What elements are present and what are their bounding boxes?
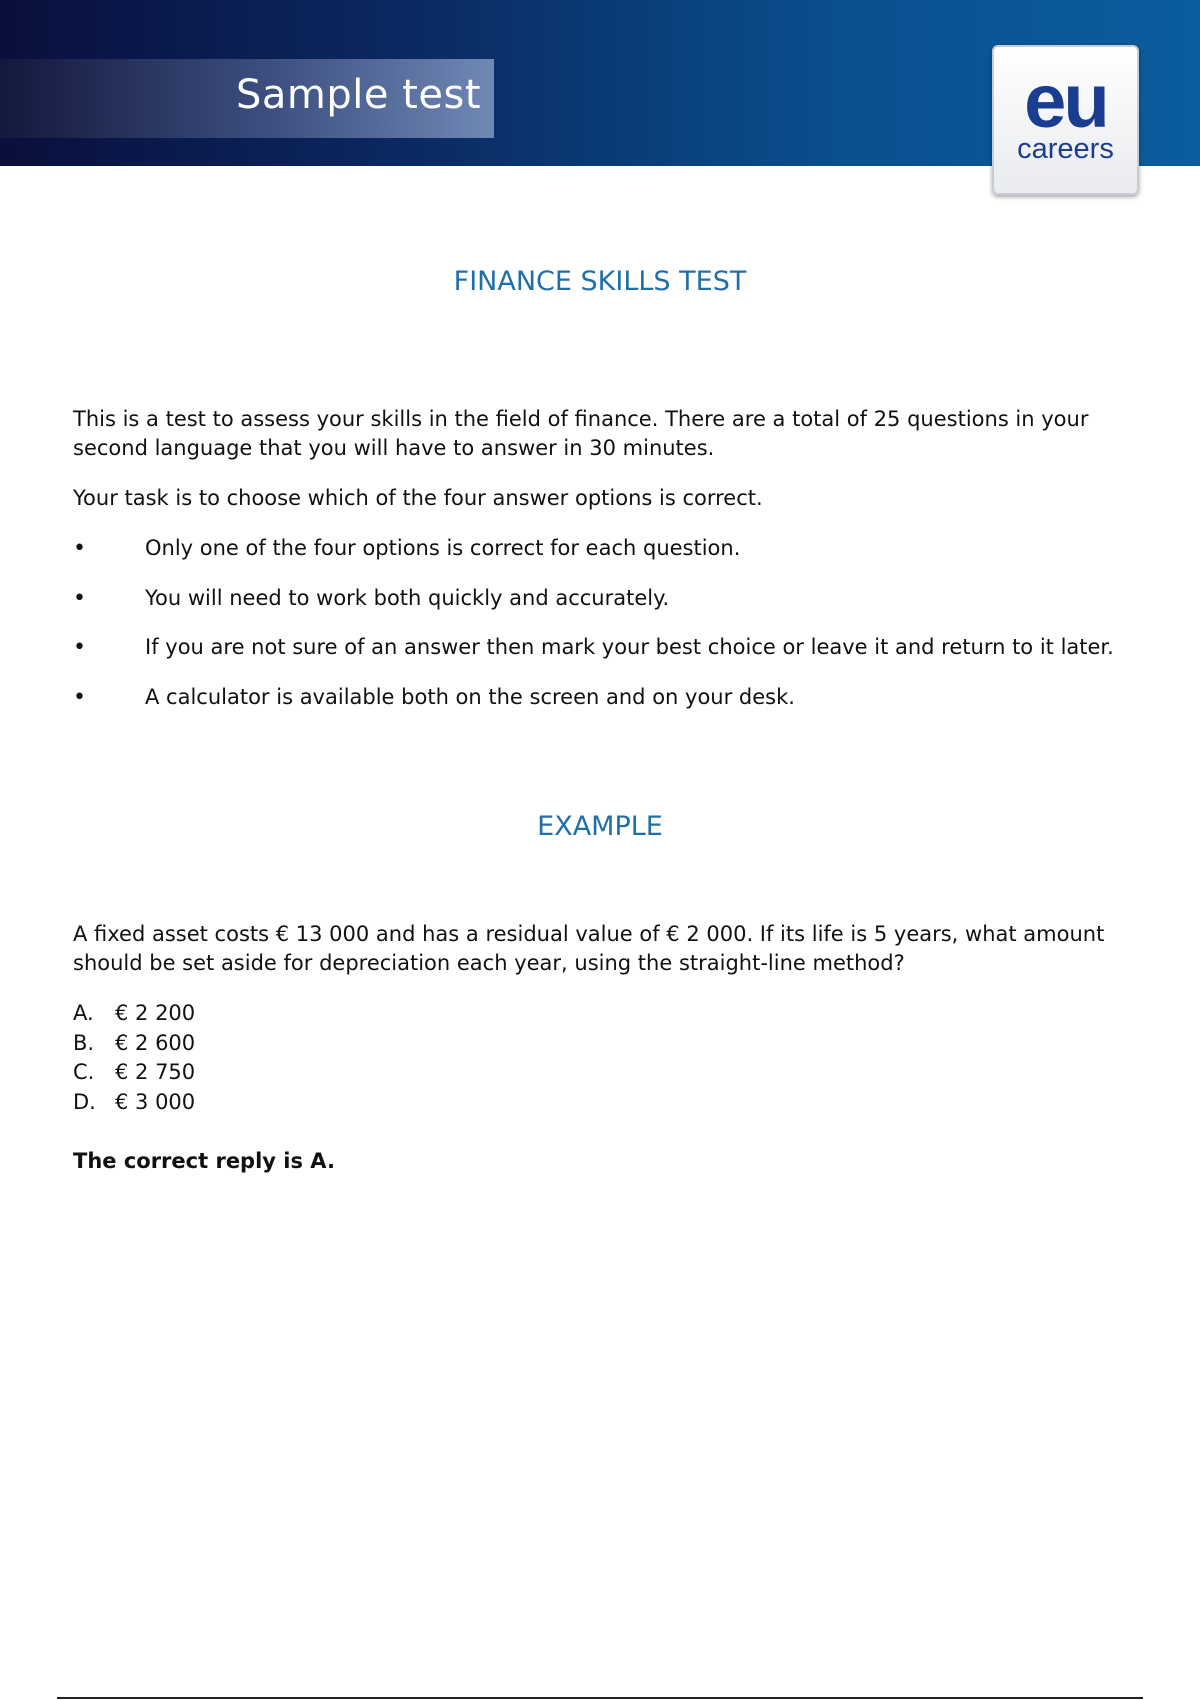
bullet-dot-icon: • bbox=[73, 536, 86, 561]
bullet-dot-icon: • bbox=[73, 586, 86, 611]
bullet-text: A calculator is available both on the screen and on your desk. bbox=[145, 685, 795, 709]
option-letter: C. bbox=[73, 1060, 95, 1084]
example-heading: EXAMPLE bbox=[537, 811, 663, 842]
logo-eu-text: eu bbox=[1024, 59, 1107, 144]
option-letter: D. bbox=[73, 1090, 96, 1114]
intro-paragraph: This is a test to assess your skills in the field of finance. There are a total of 25 questions in your second language that you will have to answer in 30 minutes. bbox=[73, 407, 1089, 460]
bullet-text: Only one of the four options is correct for each question. bbox=[145, 536, 741, 560]
option-letter: A. bbox=[73, 1001, 94, 1025]
example-question: A fixed asset costs € 13 000 and has a residual value of € 2 000. If its life is 5 years, what amount should be set aside for depreciation each year, using the straight-line method? bbox=[73, 922, 1105, 975]
bullet-text: If you are not sure of an answer then mark your best choice or leave it and return to it later. bbox=[145, 635, 1114, 659]
logo-careers-text: careers bbox=[1017, 133, 1114, 165]
task-paragraph: Your task is to choose which of the four answer options is correct. bbox=[73, 486, 763, 510]
option-value: € 2 200 bbox=[115, 1001, 196, 1025]
bullet-dot-icon: • bbox=[73, 685, 86, 710]
answer-option bbox=[73, 1088, 195, 1117]
bullet-text: You will need to work both quickly and accurately. bbox=[145, 586, 670, 610]
option-value: € 2 750 bbox=[115, 1060, 196, 1084]
bullet-dot-icon: • bbox=[73, 635, 86, 660]
option-value: € 2 600 bbox=[115, 1031, 196, 1055]
option-value: € 3 000 bbox=[115, 1090, 196, 1114]
eu-careers-logo bbox=[992, 45, 1139, 195]
correct-answer-note: The correct reply is A. bbox=[73, 1149, 335, 1173]
option-letter: B. bbox=[73, 1031, 95, 1055]
answer-option bbox=[73, 1058, 195, 1087]
finance-skills-heading: FINANCE SKILLS TEST bbox=[453, 266, 747, 297]
answer-option bbox=[73, 1029, 195, 1058]
footer-divider bbox=[57, 1697, 1143, 1699]
answer-option bbox=[73, 999, 195, 1028]
page-header-title: Sample test bbox=[236, 72, 482, 118]
